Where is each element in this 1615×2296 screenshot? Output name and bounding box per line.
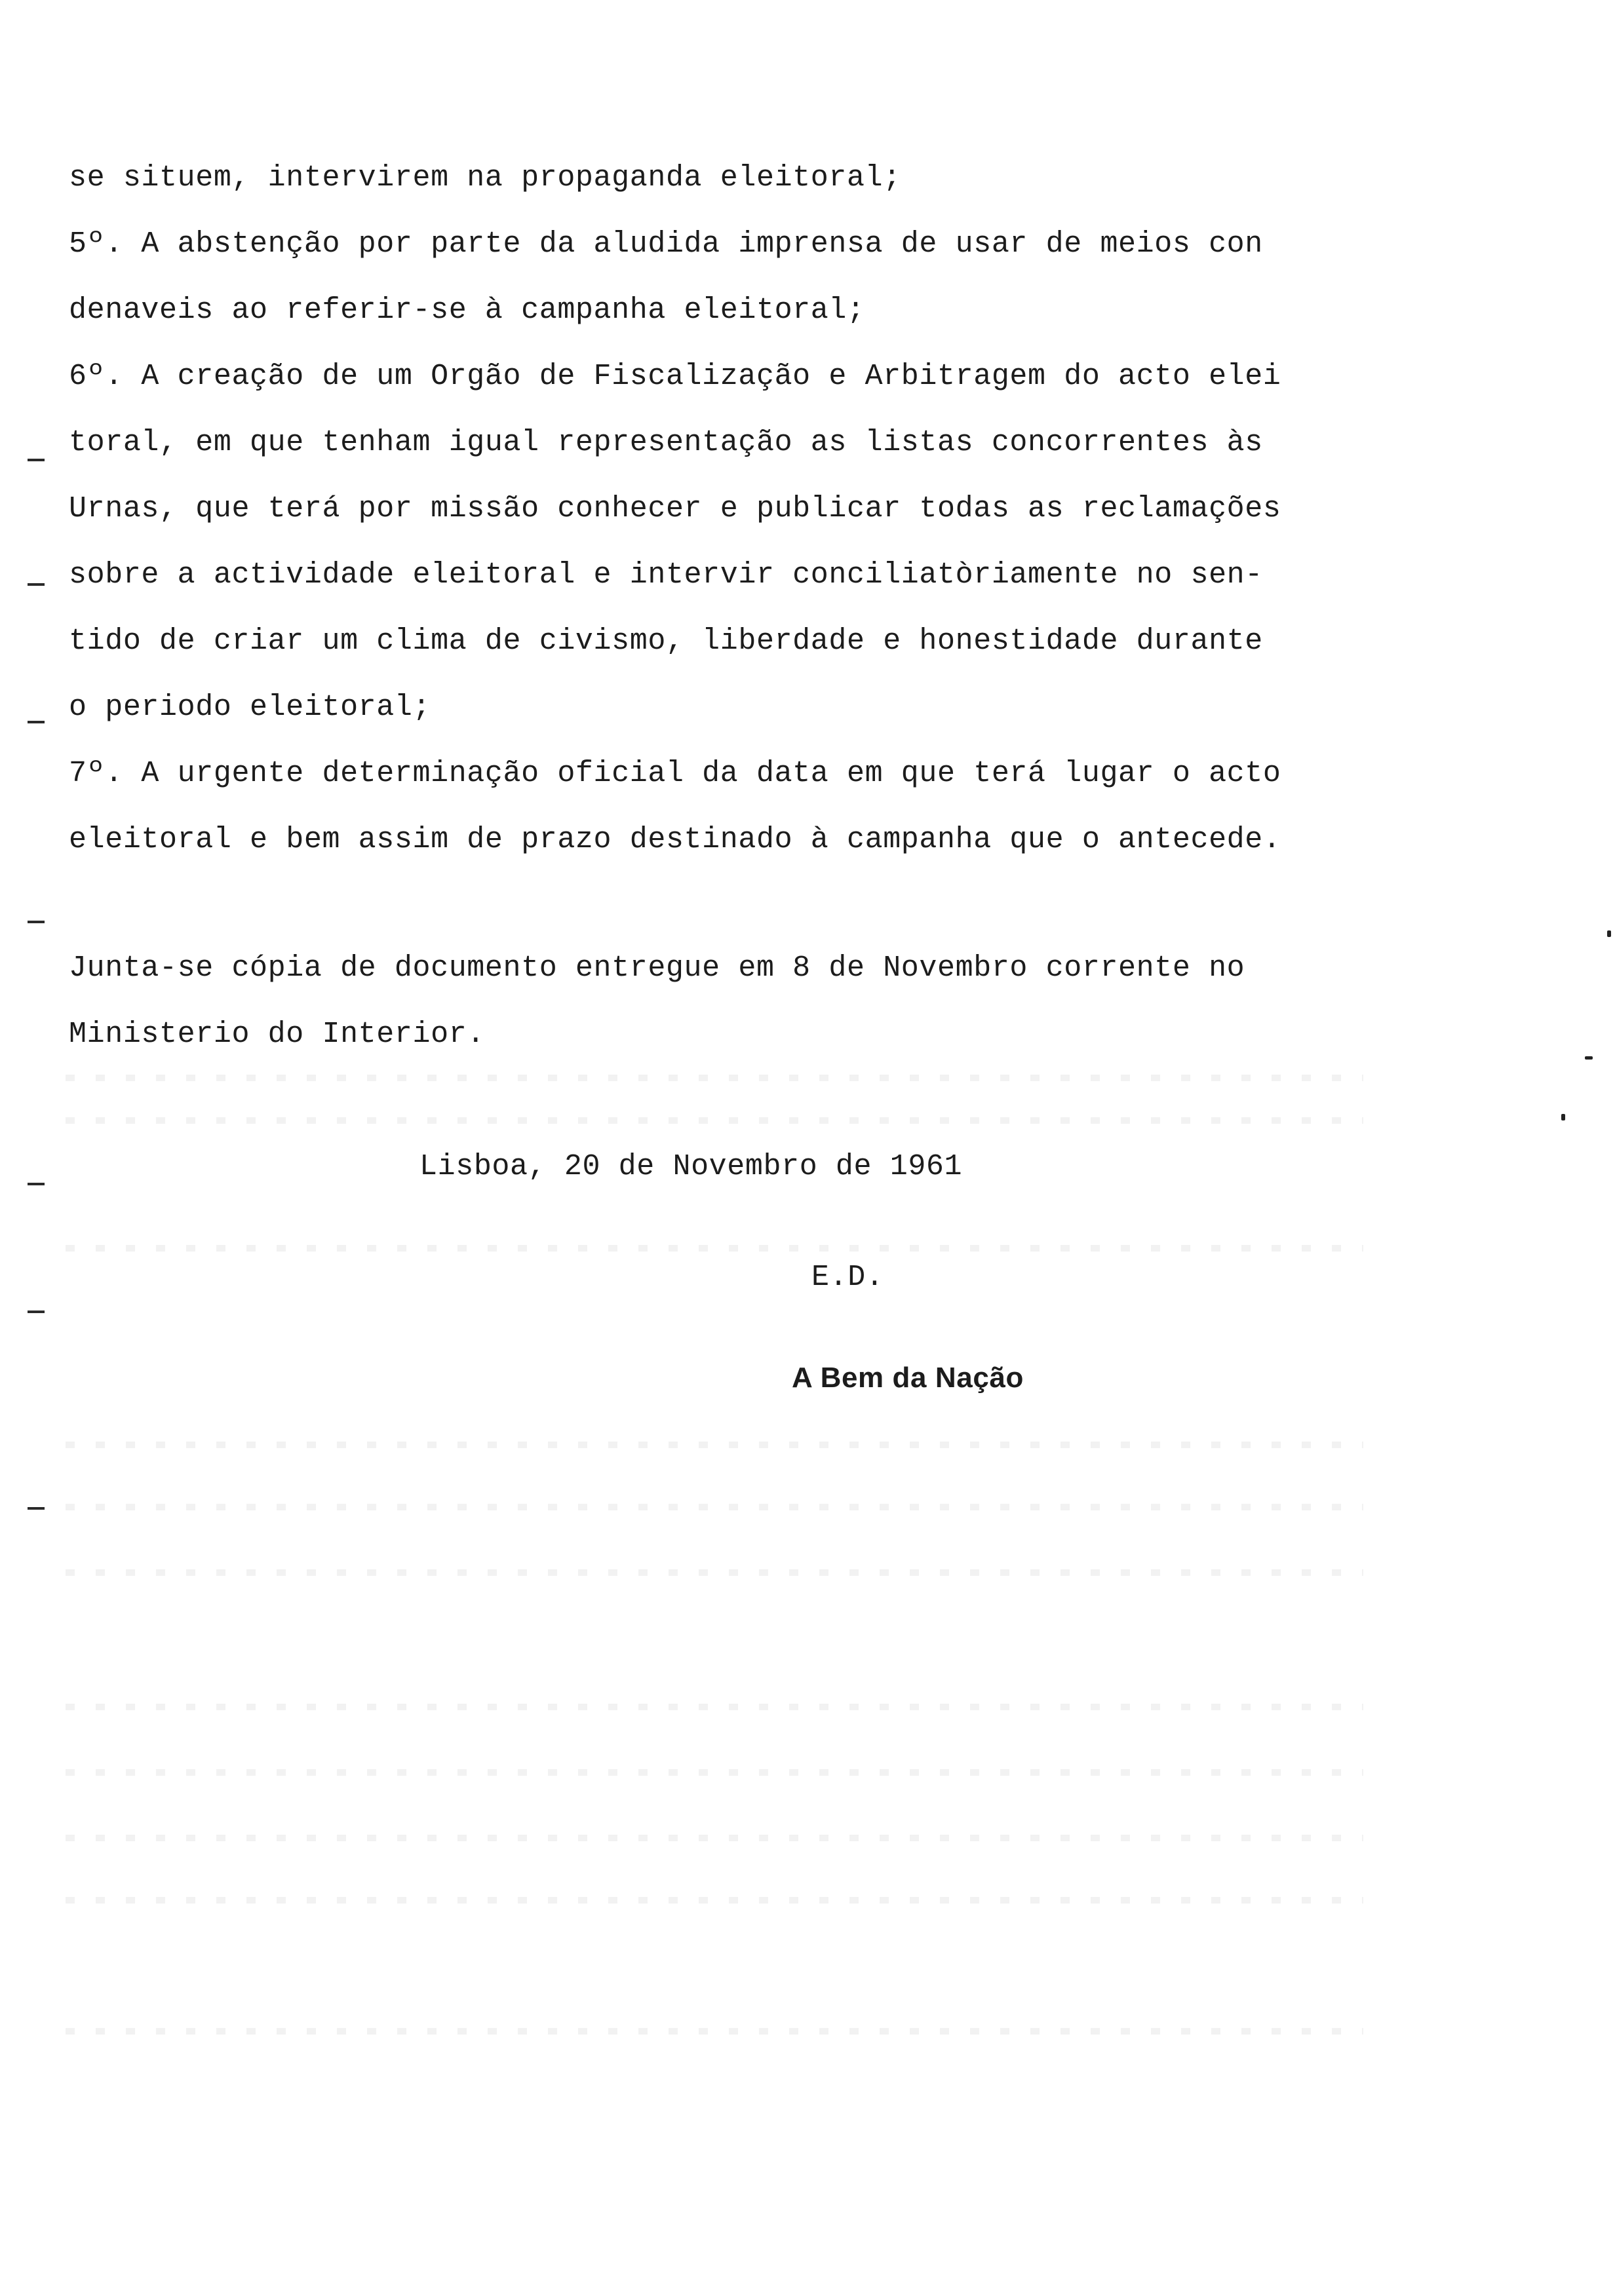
text-line: 7º. A urgente determinação oficial da data em que terá lugar o acto [69,757,1281,790]
text-line: 6º. A creação de um Orgão de Fiscalização e Arbitragem do acto elei [69,360,1281,393]
attachment-line: Ministerio do Interior. [69,1018,485,1051]
margin-mark [28,921,45,923]
ink-speck [1561,1114,1565,1120]
bleed-through-line [66,1245,1363,1252]
text-line: o periodo eleitoral; [69,691,431,724]
ink-speck [1585,1056,1593,1060]
bleed-through-line [66,1897,1363,1904]
text-line: 5º. A abstenção por parte da aludida imprensa de usar de meios con [69,227,1263,261]
margin-mark [28,1183,45,1185]
attachment-line: Junta-se cópia de documento entregue em 8 de Novembro corrente no [69,951,1245,985]
margin-mark [28,1311,45,1313]
margin-mark [28,459,45,461]
place-date: Lisboa, 20 de Novembro de 1961 [419,1150,963,1183]
bleed-through-line [66,1769,1363,1776]
bleed-through-line [66,1504,1363,1510]
bleed-through-line [66,1569,1363,1576]
text-line: denaveis ao referir-se à campanha eleitoral; [69,294,865,327]
text-line: se situem, intervirem na propaganda eleitoral; [69,161,901,195]
bleed-through-line [66,1704,1363,1710]
bleed-through-line [66,1835,1363,1841]
text-line: eleitoral e bem assim de prazo destinado à campanha que o antecede. [69,823,1281,856]
margin-mark [28,1507,45,1510]
text-line: Urnas, que terá por missão conhecer e publicar todas as reclamações [69,492,1281,526]
bleed-through-line [66,2028,1363,2035]
margin-mark [28,583,45,586]
closing: A Bem da Nação [792,1362,1024,1394]
margin-mark [28,721,45,723]
text-line: sobre a actividade eleitoral e intervir conciliatòriamente no sen- [69,558,1263,592]
salutation: E.D. [811,1261,884,1294]
ink-speck [1607,930,1611,937]
bleed-through-line [66,1442,1363,1448]
text-line: toral, em que tenham igual representação as listas concorrentes às [69,426,1263,459]
text-line: tido de criar um clima de civismo, liberdade e honestidade durante [69,624,1263,658]
bleed-through-line [66,1117,1363,1124]
bleed-through-line [66,1075,1363,1081]
